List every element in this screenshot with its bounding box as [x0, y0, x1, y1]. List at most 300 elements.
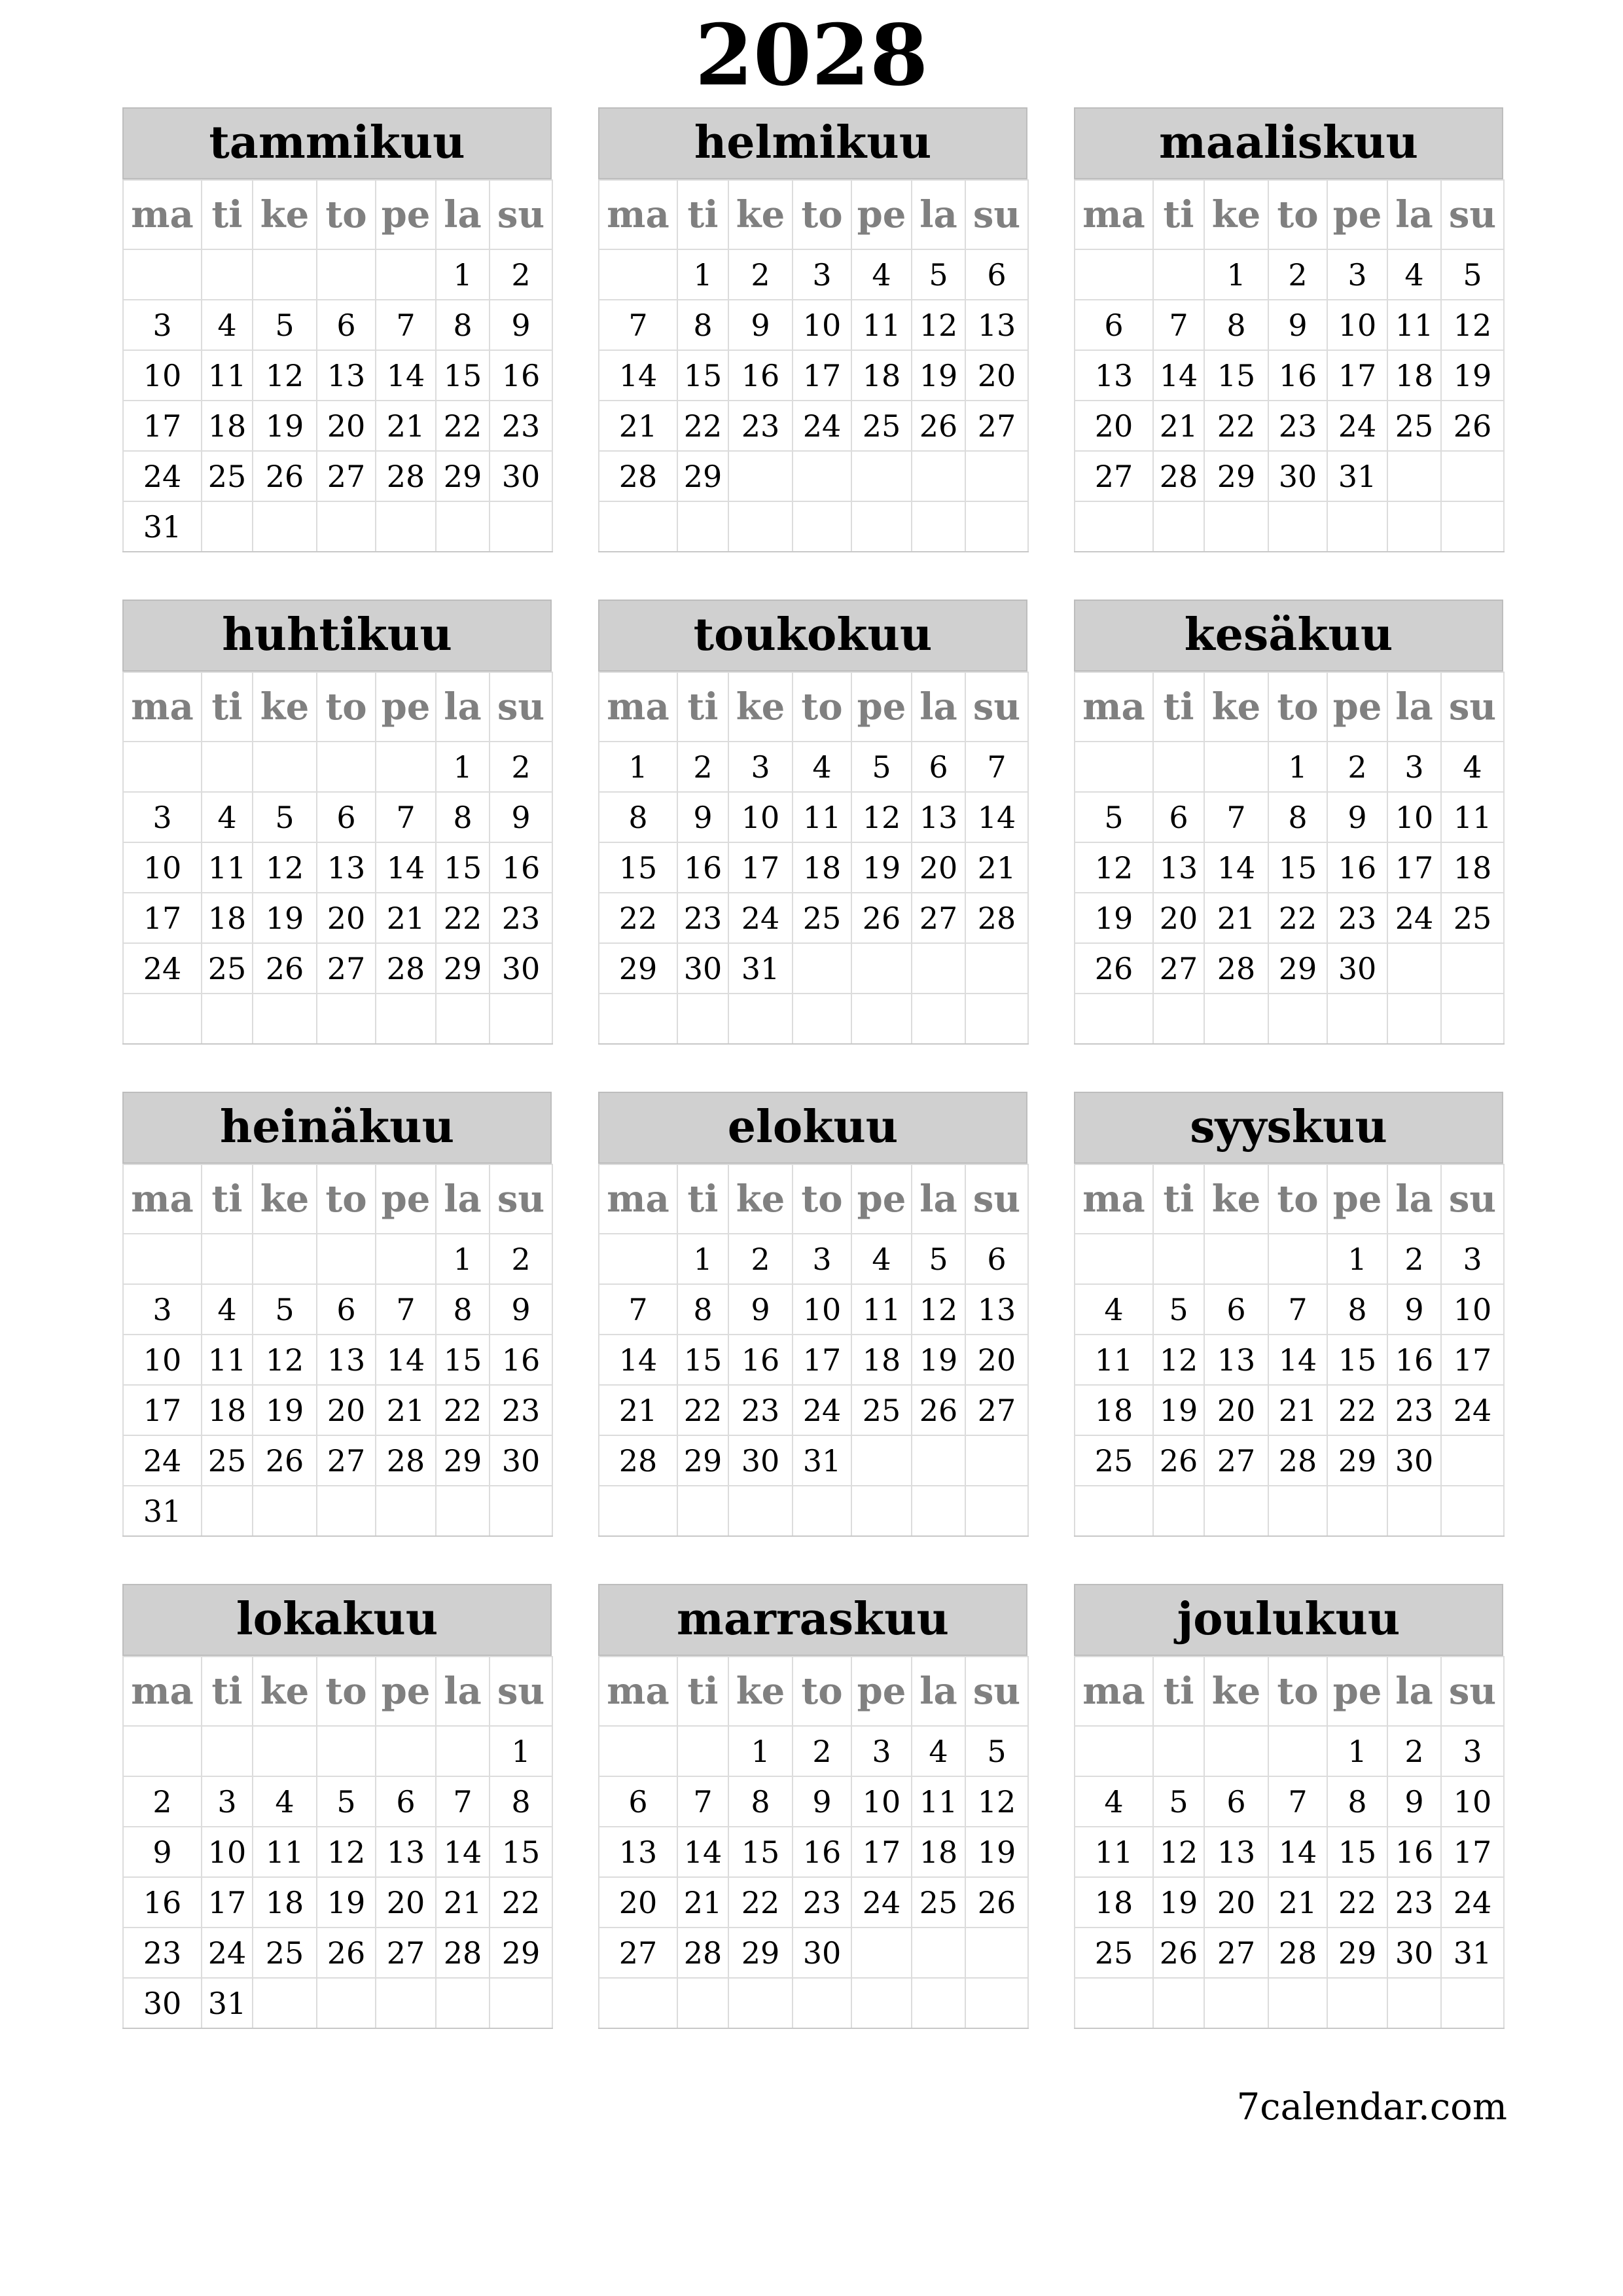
day-cell: 20 [317, 401, 376, 451]
weekday-label: ti [1153, 672, 1204, 742]
week-row [1075, 1928, 1504, 1978]
weekday-label: ke [253, 672, 317, 742]
weekday-label: pe [376, 1164, 436, 1234]
day-cell [965, 943, 1028, 994]
day-cell: 17 [793, 1335, 851, 1385]
day-cell: 26 [912, 1385, 965, 1435]
day-cell: 10 [123, 1335, 202, 1385]
day-cell [1441, 1978, 1504, 2028]
day-cell [851, 1486, 912, 1536]
weekday-row [123, 1164, 552, 1234]
day-cell [1268, 501, 1327, 552]
day-cell: 27 [1204, 1435, 1268, 1486]
day-cell: 19 [253, 401, 317, 451]
day-cell [677, 501, 728, 552]
week-row [599, 1978, 1028, 2028]
day-cell: 29 [728, 1928, 793, 1978]
day-cell: 29 [436, 451, 490, 501]
weekday-label: su [1441, 1657, 1504, 1726]
week-row [123, 1284, 552, 1335]
weekday-label: ti [202, 1164, 253, 1234]
day-cell: 15 [436, 842, 490, 893]
week-row [123, 1877, 552, 1928]
weekday-label: la [912, 1164, 965, 1234]
day-cell: 3 [123, 792, 202, 842]
week-row [599, 451, 1028, 501]
day-cell [1387, 501, 1441, 552]
weekday-label: to [1268, 672, 1327, 742]
week-row [123, 1335, 552, 1385]
week-row [1075, 842, 1504, 893]
day-cell: 30 [1387, 1435, 1441, 1486]
day-cell: 3 [1387, 742, 1441, 792]
day-cell: 22 [1268, 893, 1327, 943]
day-cell: 30 [677, 943, 728, 994]
day-cell: 4 [1387, 249, 1441, 300]
day-cell: 3 [1441, 1726, 1504, 1776]
day-cell [851, 994, 912, 1044]
day-cell: 5 [1441, 249, 1504, 300]
day-cell [202, 742, 253, 792]
month-0 [122, 107, 552, 558]
weekday-label: to [793, 1164, 851, 1234]
day-cell: 13 [1153, 842, 1204, 893]
week-row [123, 943, 552, 994]
day-cell: 5 [912, 1234, 965, 1284]
day-cell: 21 [376, 893, 436, 943]
day-cell: 16 [123, 1877, 202, 1928]
week-row [123, 300, 552, 350]
day-cell: 20 [317, 1385, 376, 1435]
day-cell: 12 [912, 1284, 965, 1335]
day-cell: 19 [253, 1385, 317, 1435]
week-row [123, 1928, 552, 1978]
day-cell [728, 451, 793, 501]
day-cell: 28 [965, 893, 1028, 943]
day-cell: 26 [253, 451, 317, 501]
day-cell [1075, 501, 1153, 552]
day-cell: 11 [202, 1335, 253, 1385]
day-cell [202, 1726, 253, 1776]
day-cell: 19 [253, 893, 317, 943]
day-cell: 4 [1075, 1776, 1153, 1827]
day-cell: 27 [376, 1928, 436, 1978]
day-cell [1204, 1486, 1268, 1536]
day-cell [1075, 1978, 1153, 2028]
day-cell: 19 [965, 1827, 1028, 1877]
month-10 [598, 1584, 1027, 2034]
day-cell: 19 [851, 842, 912, 893]
day-cell: 7 [677, 1776, 728, 1827]
day-cell: 30 [1327, 943, 1387, 994]
day-cell: 10 [793, 300, 851, 350]
day-cell: 1 [490, 1726, 552, 1776]
day-cell [202, 249, 253, 300]
day-cell: 28 [1268, 1928, 1327, 1978]
weekday-label: ke [1204, 1657, 1268, 1726]
day-cell [1268, 994, 1327, 1044]
weekday-label: ti [1153, 180, 1204, 249]
week-row [123, 1486, 552, 1536]
day-cell [793, 1486, 851, 1536]
day-cell: 18 [912, 1827, 965, 1877]
day-cell: 13 [912, 792, 965, 842]
day-cell: 2 [490, 742, 552, 792]
day-cell: 21 [1268, 1385, 1327, 1435]
day-cell: 22 [436, 893, 490, 943]
day-cell: 25 [202, 943, 253, 994]
day-cell: 22 [599, 893, 677, 943]
day-cell [793, 943, 851, 994]
day-cell [677, 1486, 728, 1536]
month-name: helmikuu [598, 107, 1027, 179]
day-cell: 17 [202, 1877, 253, 1928]
month-5 [1074, 600, 1503, 1050]
day-cell: 3 [123, 300, 202, 350]
day-cell: 21 [1204, 893, 1268, 943]
day-cell: 23 [793, 1877, 851, 1928]
day-cell [728, 1978, 793, 2028]
day-cell: 15 [677, 350, 728, 401]
day-cell [490, 994, 552, 1044]
week-row [1075, 943, 1504, 994]
month-2 [1074, 107, 1503, 558]
day-cell: 21 [599, 401, 677, 451]
day-cell: 16 [728, 350, 793, 401]
weekday-label: ma [599, 672, 677, 742]
day-cell: 13 [965, 300, 1028, 350]
day-cell [793, 1978, 851, 2028]
day-cell: 20 [317, 893, 376, 943]
day-cell: 7 [1268, 1776, 1327, 1827]
day-cell [1153, 1486, 1204, 1536]
weekday-label: ke [253, 1657, 317, 1726]
day-cell: 26 [1153, 1435, 1204, 1486]
day-cell: 4 [202, 300, 253, 350]
day-cell: 22 [1327, 1385, 1387, 1435]
day-cell: 28 [376, 451, 436, 501]
weekday-label: su [965, 672, 1028, 742]
weekday-label: ke [728, 180, 793, 249]
day-cell: 1 [599, 742, 677, 792]
day-cell [851, 501, 912, 552]
weekday-label: ke [253, 1164, 317, 1234]
day-cell: 30 [728, 1435, 793, 1486]
day-cell: 25 [851, 1385, 912, 1435]
day-cell: 23 [1387, 1385, 1441, 1435]
weekday-label: la [1387, 1657, 1441, 1726]
week-row [1075, 1776, 1504, 1827]
day-cell [1075, 249, 1153, 300]
month-grid [598, 179, 1029, 552]
day-cell [376, 501, 436, 552]
week-row [1075, 249, 1504, 300]
day-cell: 6 [317, 1284, 376, 1335]
weekday-label: pe [851, 1657, 912, 1726]
day-cell: 14 [1204, 842, 1268, 893]
day-cell: 6 [965, 1234, 1028, 1284]
day-cell: 30 [490, 1435, 552, 1486]
day-cell: 20 [912, 842, 965, 893]
day-cell [317, 994, 376, 1044]
day-cell: 9 [490, 792, 552, 842]
day-cell: 7 [376, 792, 436, 842]
day-cell [599, 1234, 677, 1284]
day-cell [912, 994, 965, 1044]
day-cell: 4 [1075, 1284, 1153, 1335]
weekday-label: ti [1153, 1657, 1204, 1726]
day-cell: 15 [728, 1827, 793, 1877]
day-cell: 25 [851, 401, 912, 451]
day-cell: 26 [253, 943, 317, 994]
day-cell: 25 [253, 1928, 317, 1978]
day-cell: 13 [317, 1335, 376, 1385]
day-cell [436, 1486, 490, 1536]
day-cell [965, 501, 1028, 552]
day-cell: 20 [1075, 401, 1153, 451]
day-cell: 11 [851, 1284, 912, 1335]
day-cell: 6 [912, 742, 965, 792]
month-grid [122, 1164, 553, 1537]
week-row [1075, 1385, 1504, 1435]
day-cell: 14 [436, 1827, 490, 1877]
day-cell [1153, 742, 1204, 792]
week-row [599, 501, 1028, 552]
day-cell: 13 [599, 1827, 677, 1877]
day-cell [1204, 1978, 1268, 2028]
week-row [123, 350, 552, 401]
week-row [123, 994, 552, 1044]
day-cell [912, 1486, 965, 1536]
day-cell: 5 [965, 1726, 1028, 1776]
day-cell: 14 [965, 792, 1028, 842]
day-cell: 16 [490, 1335, 552, 1385]
day-cell: 25 [1075, 1928, 1153, 1978]
week-row [599, 1284, 1028, 1335]
day-cell: 6 [1153, 792, 1204, 842]
day-cell: 23 [728, 1385, 793, 1435]
day-cell: 22 [436, 1385, 490, 1435]
day-cell [317, 1978, 376, 2028]
weekday-label: ti [202, 180, 253, 249]
day-cell [376, 994, 436, 1044]
day-cell: 1 [436, 1234, 490, 1284]
day-cell: 24 [793, 1385, 851, 1435]
day-cell [1153, 501, 1204, 552]
weekday-label: pe [1327, 672, 1387, 742]
day-cell [851, 1928, 912, 1978]
weekday-label: la [1387, 180, 1441, 249]
week-row [123, 1978, 552, 2028]
weekday-label: pe [376, 672, 436, 742]
day-cell: 18 [851, 350, 912, 401]
day-cell: 8 [436, 300, 490, 350]
month-3 [122, 600, 552, 1050]
day-cell [253, 1486, 317, 1536]
year-title: 2028 [694, 7, 929, 105]
day-cell [1441, 943, 1504, 994]
month-6 [122, 1092, 552, 1542]
week-row [599, 842, 1028, 893]
day-cell [1204, 994, 1268, 1044]
week-row [599, 1335, 1028, 1385]
day-cell [436, 1726, 490, 1776]
day-cell: 12 [253, 1335, 317, 1385]
day-cell: 2 [1387, 1234, 1441, 1284]
day-cell: 11 [1387, 300, 1441, 350]
day-cell: 9 [728, 1284, 793, 1335]
day-cell [728, 1486, 793, 1536]
day-cell: 21 [436, 1877, 490, 1928]
day-cell: 1 [436, 249, 490, 300]
month-name: marraskuu [598, 1584, 1027, 1656]
weekday-label: su [1441, 672, 1504, 742]
week-row [123, 792, 552, 842]
day-cell: 24 [123, 1435, 202, 1486]
day-cell: 24 [123, 943, 202, 994]
day-cell: 31 [202, 1978, 253, 2028]
weekday-label: to [317, 1164, 376, 1234]
day-cell: 5 [1075, 792, 1153, 842]
day-cell: 31 [793, 1435, 851, 1486]
day-cell: 3 [1441, 1234, 1504, 1284]
day-cell: 25 [793, 893, 851, 943]
day-cell [1268, 1978, 1327, 2028]
day-cell [317, 1486, 376, 1536]
day-cell: 27 [317, 943, 376, 994]
weekday-row [599, 672, 1028, 742]
day-cell [677, 994, 728, 1044]
weekday-label: ti [202, 672, 253, 742]
day-cell: 6 [599, 1776, 677, 1827]
day-cell: 14 [376, 350, 436, 401]
day-cell: 9 [728, 300, 793, 350]
day-cell: 11 [793, 792, 851, 842]
day-cell: 27 [317, 451, 376, 501]
day-cell: 5 [1153, 1776, 1204, 1827]
week-row [123, 1234, 552, 1284]
day-cell [253, 249, 317, 300]
month-name: heinäkuu [122, 1092, 552, 1164]
day-cell: 19 [1153, 1385, 1204, 1435]
day-cell: 5 [851, 742, 912, 792]
day-cell: 15 [1204, 350, 1268, 401]
day-cell: 9 [1268, 300, 1327, 350]
month-name: tammikuu [122, 107, 552, 179]
day-cell: 22 [677, 401, 728, 451]
weekday-label: ti [1153, 1164, 1204, 1234]
day-cell: 22 [1204, 401, 1268, 451]
day-cell: 9 [1327, 792, 1387, 842]
day-cell: 7 [436, 1776, 490, 1827]
day-cell: 3 [123, 1284, 202, 1335]
day-cell: 22 [436, 401, 490, 451]
day-cell: 20 [965, 1335, 1028, 1385]
day-cell: 7 [376, 1284, 436, 1335]
day-cell: 13 [317, 350, 376, 401]
day-cell: 5 [253, 792, 317, 842]
weekday-label: pe [851, 1164, 912, 1234]
weekday-label: to [793, 672, 851, 742]
weekday-label: ke [253, 180, 317, 249]
day-cell: 24 [123, 451, 202, 501]
week-row [123, 401, 552, 451]
day-cell [1387, 1486, 1441, 1536]
day-cell: 14 [1268, 1827, 1327, 1877]
day-cell: 15 [490, 1827, 552, 1877]
day-cell: 21 [1153, 401, 1204, 451]
day-cell: 29 [677, 451, 728, 501]
day-cell: 3 [202, 1776, 253, 1827]
day-cell: 20 [1204, 1877, 1268, 1928]
weekday-label: ke [728, 1164, 793, 1234]
day-cell: 22 [1327, 1877, 1387, 1928]
day-cell [317, 1726, 376, 1776]
day-cell [851, 943, 912, 994]
day-cell: 7 [1204, 792, 1268, 842]
weekday-label: su [490, 1164, 552, 1234]
day-cell: 29 [1204, 451, 1268, 501]
day-cell [851, 1435, 912, 1486]
day-cell: 26 [851, 893, 912, 943]
day-cell [912, 501, 965, 552]
day-cell: 21 [599, 1385, 677, 1435]
week-row [599, 1726, 1028, 1776]
weekday-label: la [912, 1657, 965, 1726]
day-cell: 23 [490, 401, 552, 451]
day-cell [1327, 1486, 1387, 1536]
day-cell [1153, 1726, 1204, 1776]
weekday-label: to [793, 180, 851, 249]
day-cell: 8 [677, 1284, 728, 1335]
day-cell: 14 [376, 842, 436, 893]
day-cell: 16 [490, 842, 552, 893]
month-9 [122, 1584, 552, 2034]
week-row [599, 1928, 1028, 1978]
day-cell: 27 [1204, 1928, 1268, 1978]
day-cell: 15 [1268, 842, 1327, 893]
day-cell [599, 994, 677, 1044]
day-cell: 29 [436, 1435, 490, 1486]
weekday-label: to [317, 1657, 376, 1726]
week-row [599, 1435, 1028, 1486]
day-cell: 22 [490, 1877, 552, 1928]
day-cell: 29 [436, 943, 490, 994]
weekday-label: la [436, 672, 490, 742]
day-cell [253, 1978, 317, 2028]
day-cell: 27 [912, 893, 965, 943]
weekday-label: su [1441, 1164, 1504, 1234]
weekday-label: la [912, 180, 965, 249]
day-cell [1153, 249, 1204, 300]
day-cell: 26 [1075, 943, 1153, 994]
weekday-label: ti [677, 1657, 728, 1726]
day-cell: 13 [1204, 1335, 1268, 1385]
day-cell: 18 [1075, 1877, 1153, 1928]
day-cell: 1 [1268, 742, 1327, 792]
day-cell: 24 [793, 401, 851, 451]
day-cell [1268, 1726, 1327, 1776]
day-cell: 25 [1387, 401, 1441, 451]
day-cell [965, 1486, 1028, 1536]
day-cell [1441, 451, 1504, 501]
day-cell: 28 [376, 1435, 436, 1486]
weekday-label: su [490, 672, 552, 742]
day-cell: 18 [793, 842, 851, 893]
week-row [123, 1726, 552, 1776]
day-cell: 18 [253, 1877, 317, 1928]
day-cell: 4 [202, 1284, 253, 1335]
